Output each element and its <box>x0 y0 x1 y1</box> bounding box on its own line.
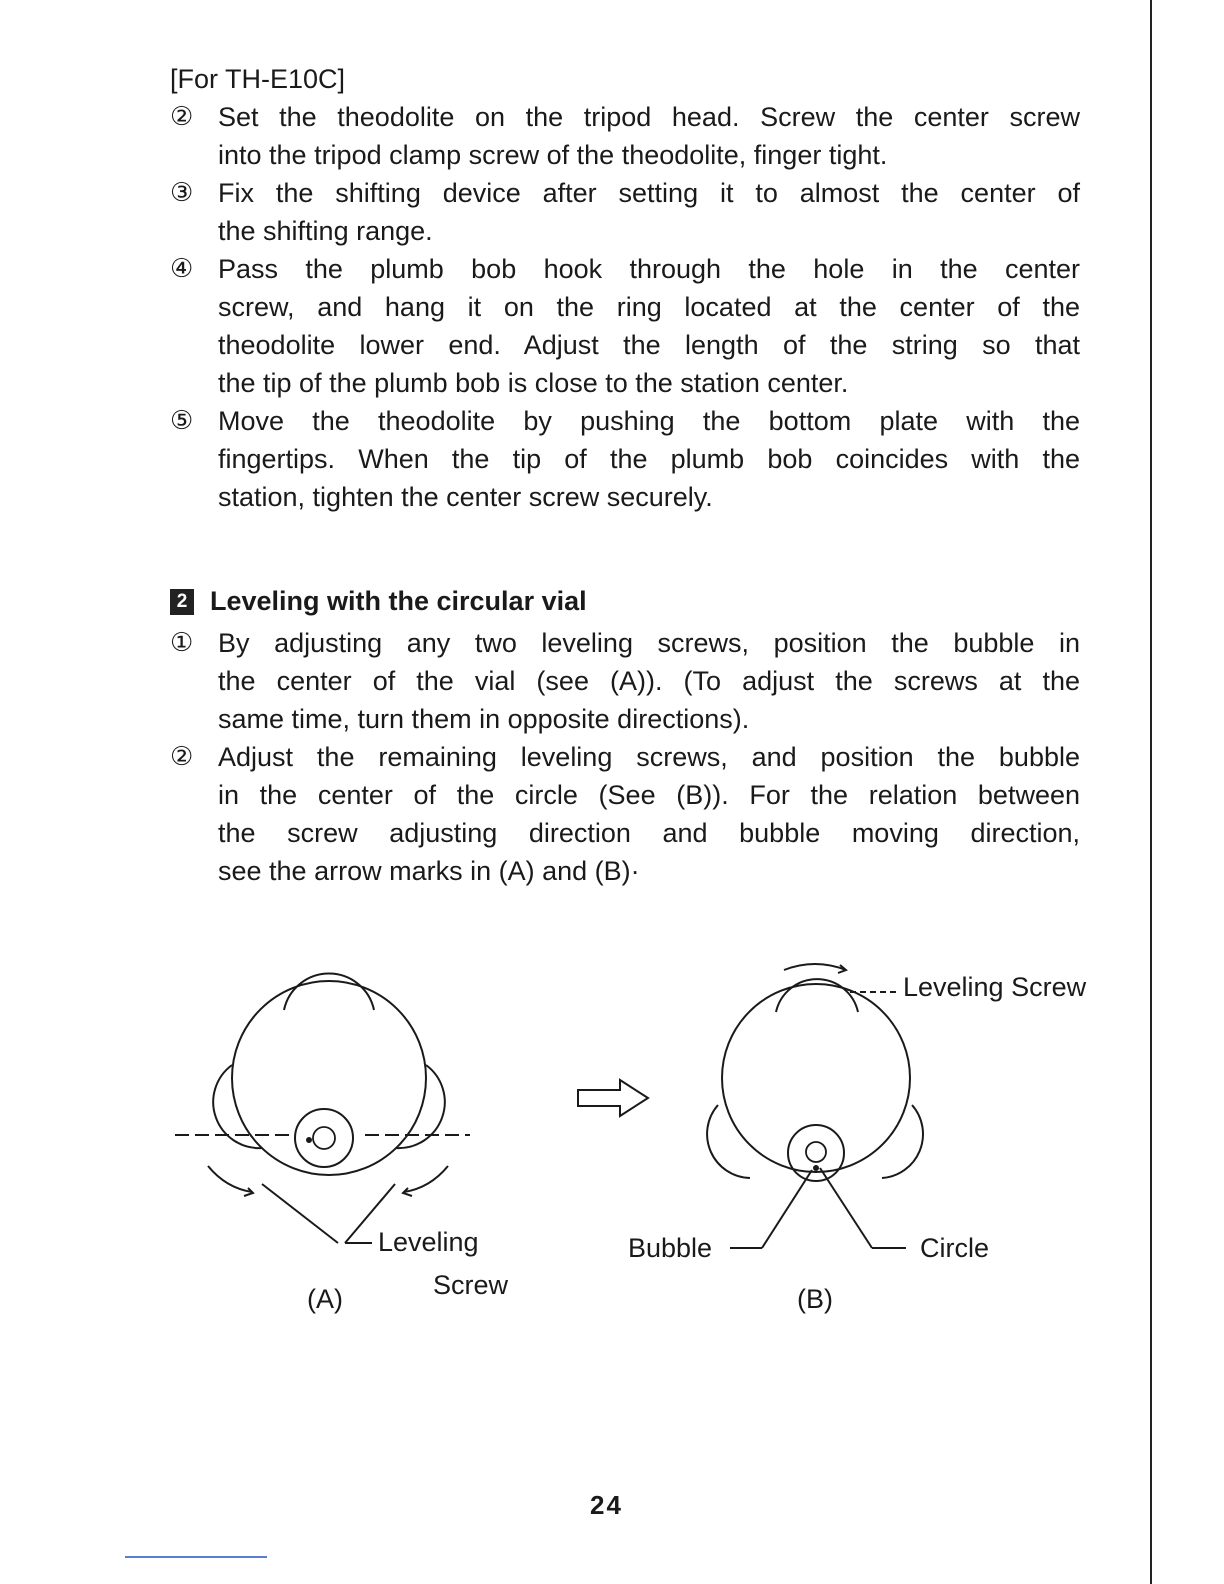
section-number-badge: 2 <box>170 589 194 615</box>
step-line: the shifting range. <box>218 216 433 246</box>
base-plate-outline <box>722 984 910 1172</box>
footer-rule <box>125 1556 267 1558</box>
step-line: Set the theodolite on the tripod head. Screw the center screw <box>218 102 1080 132</box>
step-line: into the tripod clamp screw of the theodolite, finger tight. <box>218 140 888 170</box>
rotation-arrow-left <box>208 1166 252 1192</box>
step-line: Fix the shifting device after setting it to almost the center of <box>218 178 1080 208</box>
turn-arrow-top <box>784 964 846 970</box>
step-line: station, tighten the center screw securely. <box>218 482 713 512</box>
leveling-diagram <box>0 930 1224 1350</box>
model-note: [For TH-E10C] <box>170 64 346 94</box>
step-number: ② <box>170 102 194 132</box>
step-line: fingertips. When the tip of the plumb bob coincides with the <box>218 444 1080 474</box>
step-line: the screw adjusting direction and bubble moving direction, <box>218 818 1080 848</box>
step-number: ② <box>170 742 194 772</box>
figure-b-drawing <box>707 964 923 1248</box>
step-line: Pass the plumb bob hook through the hole in the center <box>218 254 1080 284</box>
label-leveling: Leveling <box>378 1227 479 1257</box>
left-screw-outline <box>707 1105 750 1178</box>
step-line: Adjust the remaining leveling screws, and position the bubble <box>218 742 1080 772</box>
leader-circle <box>820 1168 872 1248</box>
caption-b: (B) <box>797 1284 833 1314</box>
top-screw-outline <box>284 974 374 1010</box>
step-number: ① <box>170 628 194 658</box>
step-line: theodolite lower end. Adjust the length of the string so that <box>218 330 1080 360</box>
page-number: 24 <box>590 1490 623 1520</box>
section-title: Leveling with the circular vial <box>210 586 587 616</box>
arrow-a-to-b <box>578 1080 648 1116</box>
section-step-2 <box>170 738 1080 890</box>
leader-bubble <box>762 1170 812 1248</box>
base-plate-outline <box>232 981 426 1175</box>
label-leveling-screw: Leveling Screw <box>903 972 1087 1002</box>
leader-left <box>262 1184 338 1243</box>
step-line: the center of the vial (see (A)). (To adjust the screws at the <box>218 666 1080 696</box>
intro-block <box>170 60 1080 516</box>
step-line: By adjusting any two leveling screws, position the bubble in <box>218 628 1080 658</box>
step-number: ④ <box>170 254 194 284</box>
label-screw: Screw <box>433 1270 509 1300</box>
step-line: in the center of the circle (See (B)). For the relation between <box>218 780 1080 810</box>
step-number: ③ <box>170 178 194 208</box>
section-steps <box>170 624 1080 890</box>
figure-a-drawing <box>175 974 470 1243</box>
bubble-marker <box>813 1165 819 1171</box>
caption-a: (A) <box>307 1284 343 1314</box>
section-step-1 <box>170 624 1080 738</box>
intro-step-3 <box>170 174 1080 250</box>
label-circle: Circle <box>920 1233 990 1263</box>
step-line: the tip of the plumb bob is close to the station center. <box>218 368 849 398</box>
intro-step-5 <box>170 402 1080 516</box>
intro-step-4 <box>170 250 1080 402</box>
section-heading <box>170 586 587 617</box>
step-line: see the arrow marks in (A) and (B)· <box>218 856 640 886</box>
circular-vial-outline <box>295 1109 353 1167</box>
step-number: ⑤ <box>170 406 194 436</box>
step-line: Move the theodolite by pushing the bottom plate with the <box>218 406 1080 436</box>
label-bubble: Bubble <box>628 1233 713 1263</box>
vial-center-circle <box>806 1142 826 1162</box>
vial-center-circle <box>313 1127 335 1149</box>
intro-step-2 <box>170 98 1080 174</box>
rotation-arrow-right <box>404 1166 448 1192</box>
bubble-marker <box>306 1137 312 1143</box>
step-line: same time, turn them in opposite directions). <box>218 704 750 734</box>
step-line: screw, and hang it on the ring located at the center of the <box>218 292 1080 322</box>
